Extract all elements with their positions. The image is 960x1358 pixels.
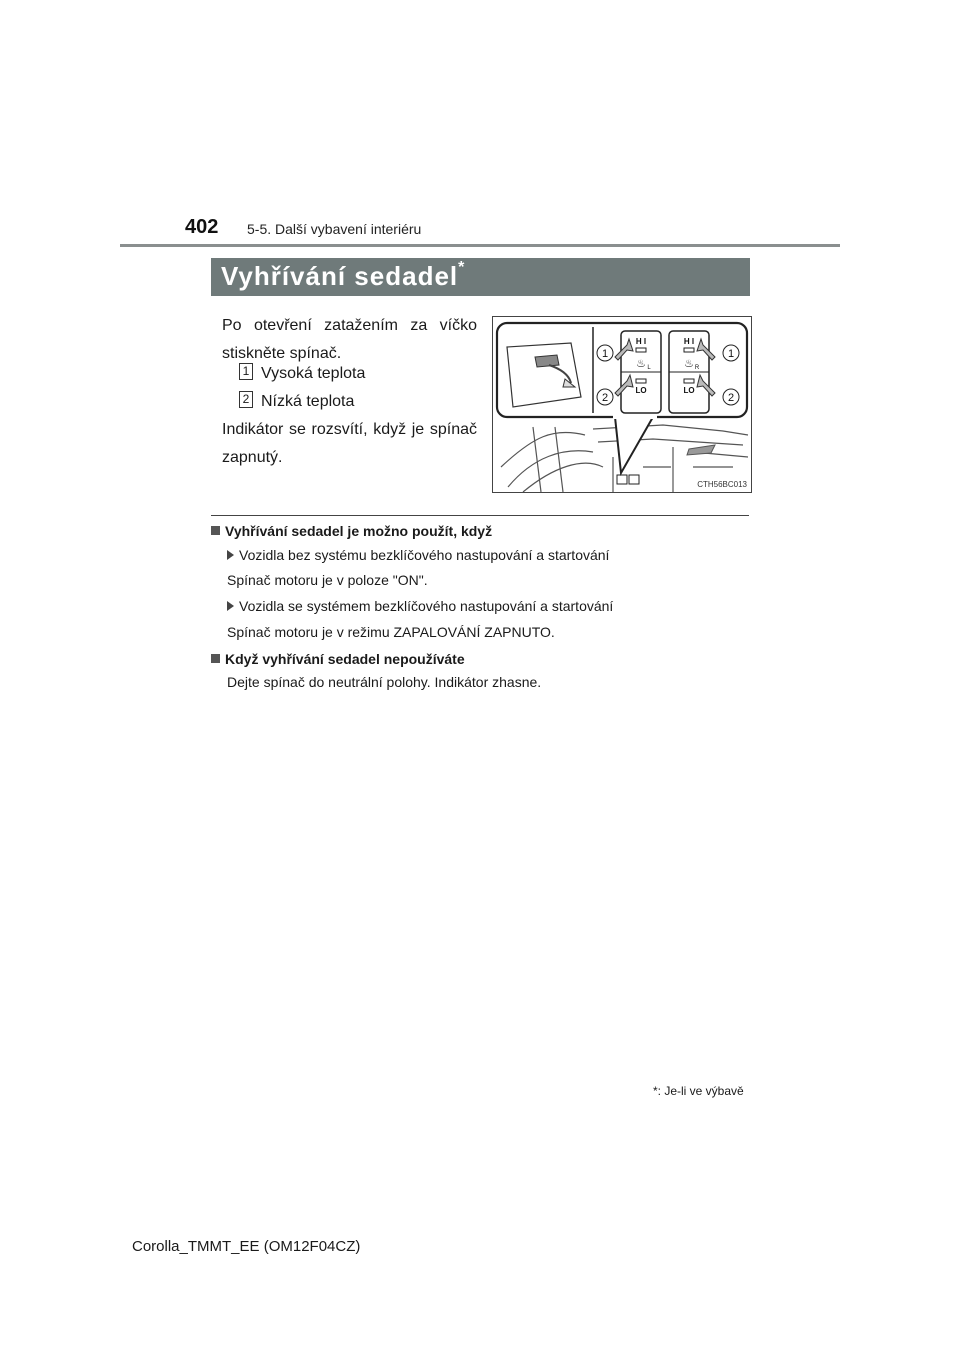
triangle-bullet-icon [227,601,234,611]
page-title [221,261,465,292]
note-heading [211,651,465,667]
note-text: Spínač motoru je v poloze "ON". [227,572,428,588]
indicator-text: Indikátor se rozsvítí, když je spínač zapnutý. [222,421,477,466]
item-label: Nízká teplota [261,393,355,410]
footnote-text: : Je-li ve výbavě [657,1084,744,1098]
seat-heater-illustration [492,316,752,493]
left-switch-lo: LO [635,386,647,395]
square-bullet-icon [211,654,220,663]
right-switch-side: R [694,365,700,371]
right-switch-hi: H I [683,337,695,346]
left-switch-side: L [647,365,651,371]
svg-text:♨: ♨ [684,357,694,370]
note-bullet [227,547,609,563]
illustration-svg [493,317,751,492]
header-rule [120,244,840,247]
callout-2-left: 2 [601,392,609,404]
item-label: Vysoká teplota [261,365,366,382]
note-heading-text: Vyhřívání sedadel je možno použít, když [225,523,493,539]
svg-text:♨: ♨ [636,357,646,370]
left-switch-hi: H I [635,337,647,346]
callout-2-right: 2 [727,392,735,404]
callout-1-left: 1 [601,348,609,360]
page-title-text: Vyhřívání sedadel [221,261,459,291]
note-heading-text: Když vyhřívání sedadel nepoužíváte [225,651,465,667]
note-text: Dejte spínač do neutrální polohy. Indikátor zhasne. [227,674,542,690]
item-number-box: 2 [239,391,253,408]
list-item-high [239,360,365,388]
page-number: 402 [185,216,219,238]
title-bar [211,258,750,296]
title-asterisk: * [458,259,466,276]
footer-manual-id: Corolla_TMMT_EE (OM12F04CZ) [132,1238,361,1255]
footnote [653,1084,744,1098]
section-title: 5-5. Další vybavení interiéru [247,221,422,237]
triangle-bullet-icon [227,550,234,560]
intro-text: Po otevření zatažením za víčko stiskněte spínač. [222,317,477,362]
section-divider [211,515,749,516]
note-bullet-text: Vozidla bez systému bezklíčového nastupování a startování [239,547,610,563]
note-bullet-text: Vozidla se systémem bezklíčového nastupování a startování [239,598,614,614]
note-heading [211,523,492,539]
right-switch-lo: LO [683,386,695,395]
footnote-asterisk: * [653,1084,658,1098]
callout-1-right: 1 [727,348,735,360]
note-bullet [227,598,613,614]
figure-code: CTH56BC013 [697,480,747,489]
item-number-box: 1 [239,363,253,380]
list-item-low [239,388,354,416]
note-text: Spínač motoru je v režimu ZAPALOVÁNÍ ZAPNUTO. [227,624,555,640]
square-bullet-icon [211,526,220,535]
